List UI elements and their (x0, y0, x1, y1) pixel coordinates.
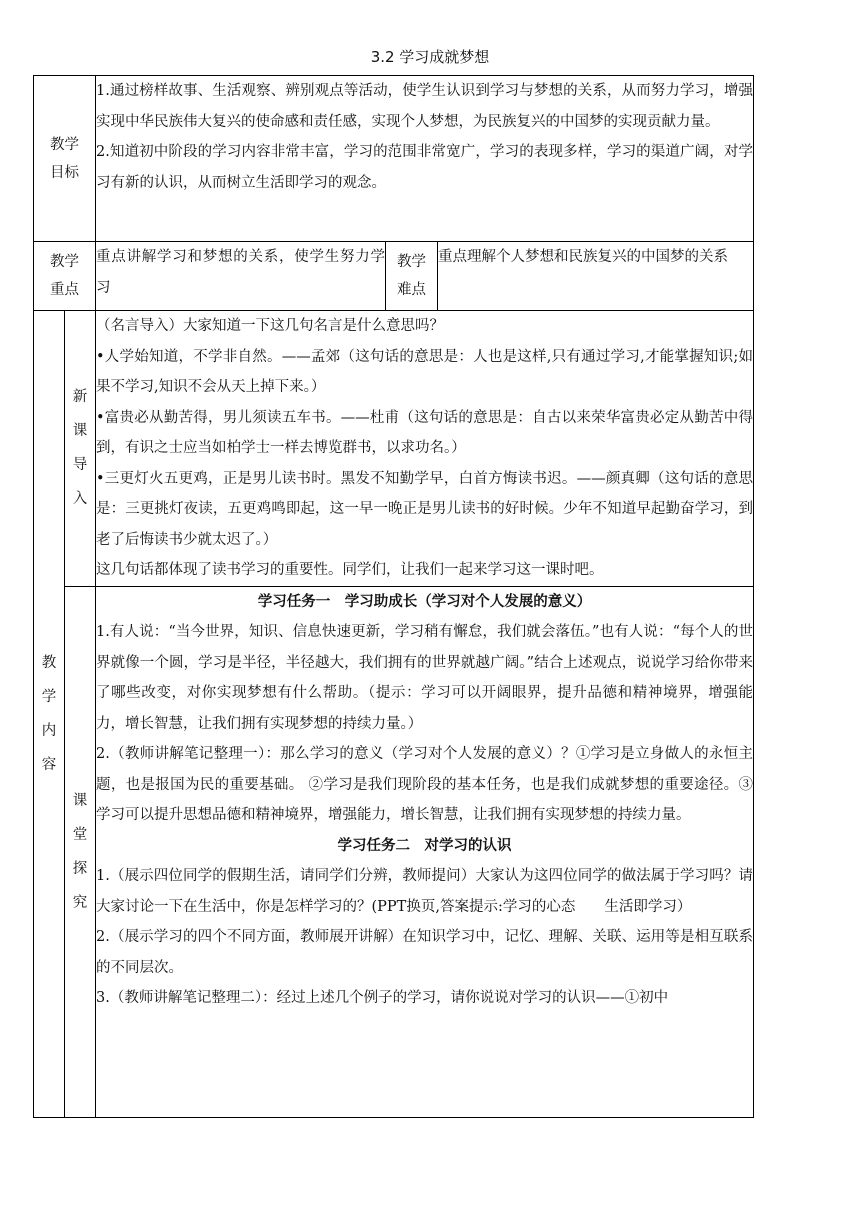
task1-paragraph: 2.（教师讲解笔记整理一）：那么学习的意义（学习对个人发展的意义）？①学习是立身做人的永恒主题，也是报国为民的重要基础。 ②学习是我们现阶段的基本任务，也是我们成就梦想的重要途径。③学习可以提升思想品德和精神境界，增强能力，增长智慧，让我们拥有实现梦想的持续力量。 (96, 746, 754, 823)
content-label: 教 学 内 容 (34, 311, 65, 1118)
explore-content (96, 586, 754, 1117)
objectives-content (96, 76, 754, 242)
intro-paragraph: （名言导入）大家知道一下这几句名言是什么意思吗？ (96, 318, 444, 334)
difficulties-content: 重点理解个人梦想和民族复兴的中国梦的关系 (438, 242, 754, 311)
intro-paragraph: 这几句话都体现了读书学习的重要性。同学们，让我们一起来学习这一课时吧。 (96, 562, 604, 578)
explore-label: 课 堂 探 究 (65, 586, 96, 1117)
objective-item: 2.知道初中阶段的学习内容非常丰富，学习的范围非常宽广，学习的表现多样，学习的渠道广阔，对学习有新的认识，从而树立生活即学习的观念。 (96, 144, 754, 191)
objective-item: 1.通过榜样故事、生活观察、辨别观点等活动，使学生认识到学习与梦想的关系，从而努力学习，增强实现中华民族伟大复兴的使命感和责任感，实现个人梦想，为民族复兴的中国梦的实现贡献力量。 (96, 83, 754, 130)
key-points-row (34, 242, 754, 311)
lesson-plan-table (33, 75, 754, 1118)
task1-title: 学习任务一 学习助成长（学习对个人发展的意义） (257, 593, 592, 610)
intro-row (34, 311, 754, 587)
task2-title: 学习任务二 对学习的认识 (337, 837, 512, 854)
task2-paragraph: 2.（展示学习的四个不同方面，教师展开讲解）在知识学习中，记忆、理解、关联、运用等是相互联系的不同层次。 (96, 929, 754, 976)
page-title: 3.2 学习成就梦想 (370, 48, 490, 66)
difficulties-label: 教学 难点 (386, 242, 438, 311)
intro-paragraph: •人学始知道，不学非自然。——孟郊（这句话的意思是：人也是这样,只有通过学习,才能掌握知识;如果不学习,知识不会从天上掉下来。） (96, 348, 754, 395)
objectives-row (34, 76, 754, 242)
objectives-label: 教学 目标 (34, 76, 96, 242)
task1-paragraph: 1.有人说：“当今世界，知识、信息快速更新，学习稍有懈怠，我们就会落伍。”也有人说：“每个人的世界就像一个圆，学习是半径，半径越大，我们拥有的世界就越广阔。”结合上述观点，说说学习给你带来了哪些改变，对你实现梦想有什么帮助。（提示：学习可以开阔眼界，提升品德和精神境界，增强能力，增长智慧，让我们拥有实现梦想的持续力量。） (96, 624, 754, 732)
intro-label: 新 课 导 入 (65, 311, 96, 587)
intro-paragraph: •富贵必从勤苦得，男儿须读五车书。——杜甫（这句话的意思是：自古以来荣华富贵必定从勤苦中得到，有识之士应当如柏学士一样去博览群书，以求功名。） (96, 409, 754, 456)
key-points-content: 重点讲解学习和梦想的关系，使学生努力学习 (96, 242, 386, 311)
key-points-label: 教学 重点 (34, 242, 96, 311)
explore-row (34, 586, 754, 1117)
intro-paragraph: •三更灯火五更鸡，正是男儿读书时。黑发不知勤学早，白首方悔读书迟。——颜真卿（这句话的意思是：三更挑灯夜读，五更鸡鸣即起，这一早一晚正是男儿读书的好时候。少年不知道早起勤奋学习，到老了后悔读书少就太迟了。） (96, 470, 754, 548)
task2-paragraph: 1.（展示四位同学的假期生活，请同学们分辨，教师提问）大家认为这四位同学的做法属于学习吗？请大家讨论一下在生活中，你是怎样学习的？(PPT换页,答案提示:学习的心态 生活即学习） (96, 868, 754, 915)
intro-content (96, 311, 754, 587)
task2-paragraph: 3.（教师讲解笔记整理二）：经过上述几个例子的学习，请你说说对学习的认识——①初中 (96, 990, 669, 1006)
